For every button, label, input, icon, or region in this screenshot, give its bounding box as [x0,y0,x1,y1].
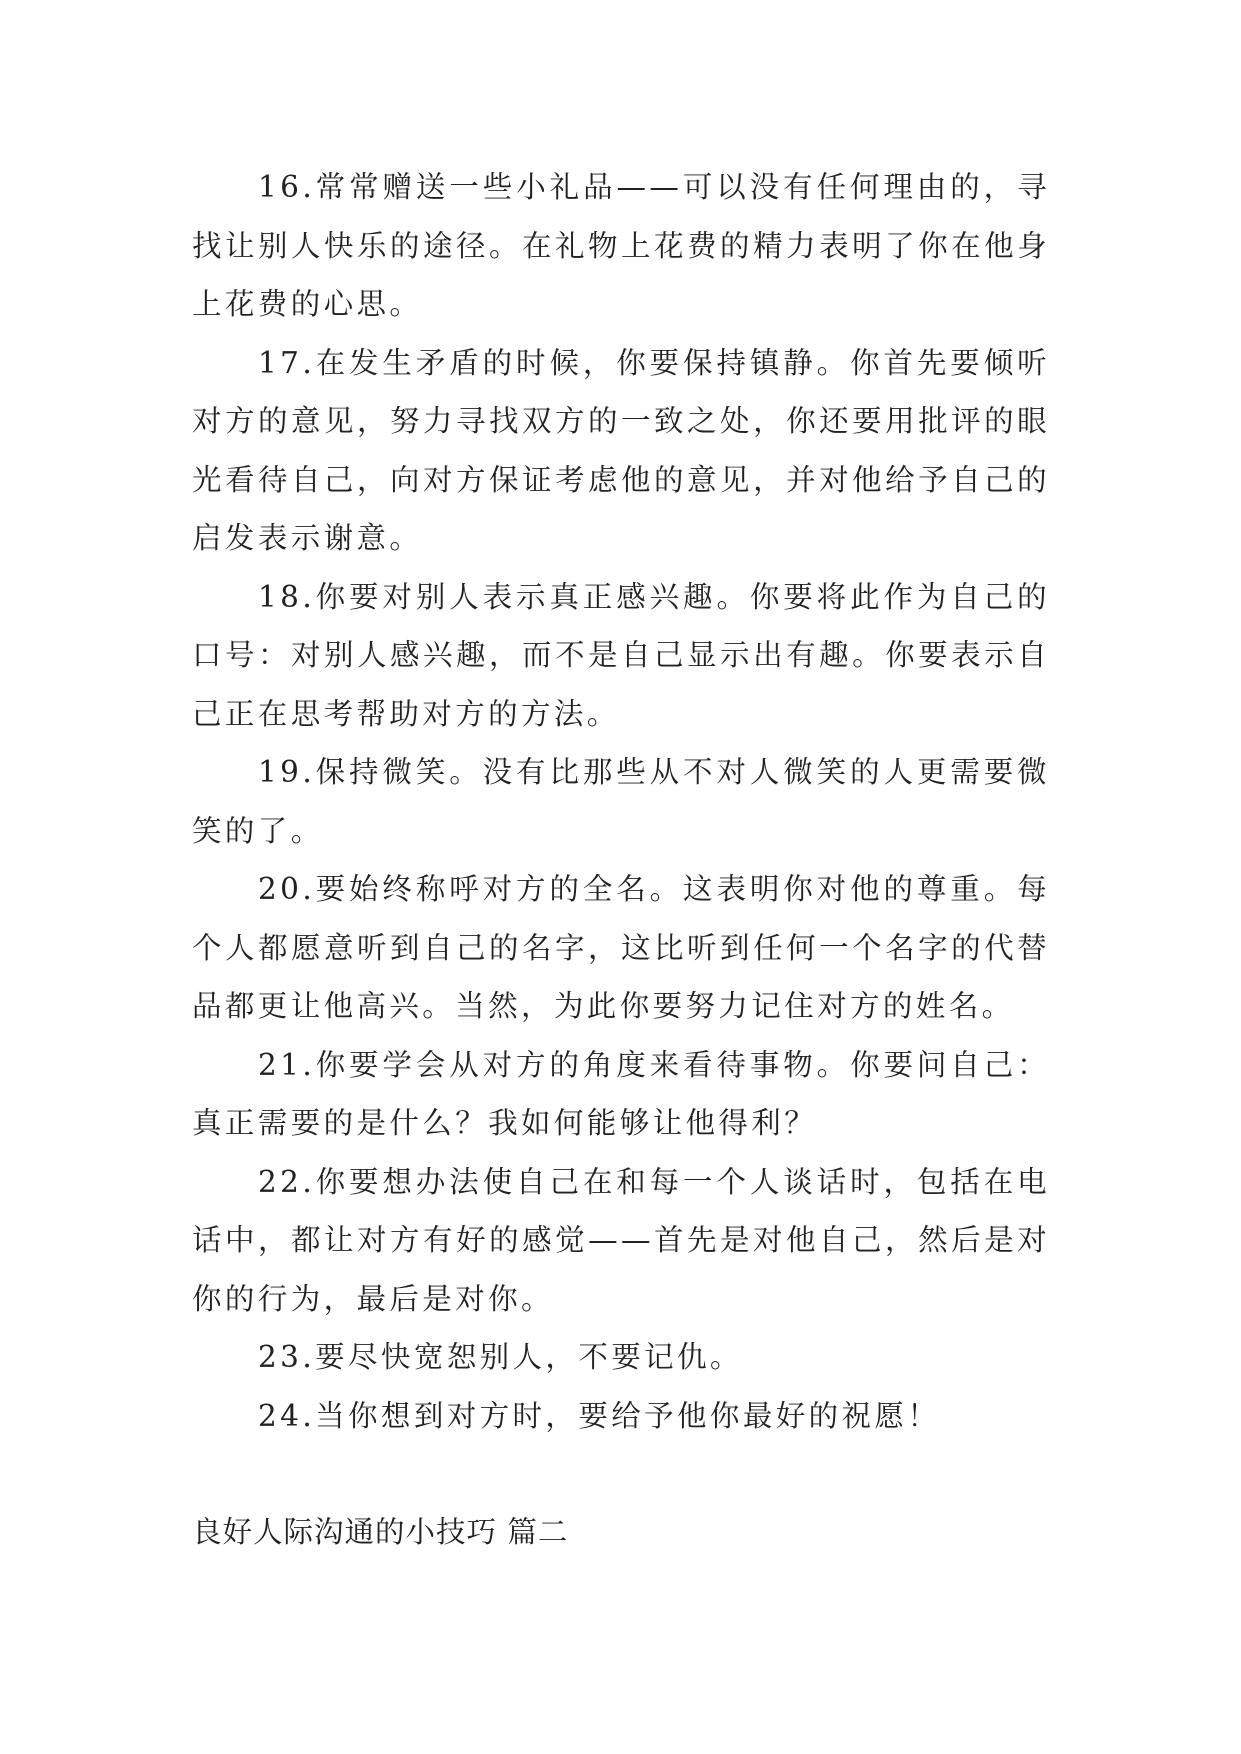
paragraph-23: 23.要尽快宽恕别人，不要记仇。 [258,1340,743,1374]
section-title: 良好人际沟通的小技巧 篇二 [192,1515,569,1549]
paragraph-20: 20.要始终称呼对方的全名。这表明你对他的尊重。每个人都愿意听到自己的名字，这比听到任何一个名字的代替品都更让他高兴。当然，为此你要努力记住对方的姓名。 [192,872,1050,1023]
paragraph-18: 18.你要对别人表示真正感兴趣。你要将此作为自己的口号：对别人感兴趣，而不是自己显示出有趣。你要表示自己正在思考帮助对方的方法。 [192,579,1050,731]
paragraph-24: 24.当你想到对方时，要给予他你最好的祝愿！ [258,1398,941,1433]
paragraph-22: 22.你要想办法使自己在和每一个人谈话时，包括在电话中，都让对方有好的感觉——首先是对他自己，然后是对你的行为，最后是对你。 [192,1164,1050,1316]
paragraph-21: 21.你要学会从对方的角度来看待事物。你要问自己：真正需要的是什么？我如何能够让他得利？ [192,1047,1050,1140]
paragraph-17: 17.在发生矛盾的时候，你要保持镇静。你首先要倾听对方的意见，努力寻找双方的一致之处，你还要用批评的眼光看待自己，向对方保证考虑他的意见，并对他给予自己的启发表示谢意。 [192,345,1050,555]
document-body [192,158,1050,1445]
paragraph-16: 16.常常赠送一些小礼品——可以没有任何理由的，寻找让别人快乐的途径。在礼物上花费的精力表明了你在他身上花费的心思。 [192,170,1050,321]
paragraph-19: 19.保持微笑。没有比那些从不对人微笑的人更需要微笑的了。 [192,755,1050,848]
